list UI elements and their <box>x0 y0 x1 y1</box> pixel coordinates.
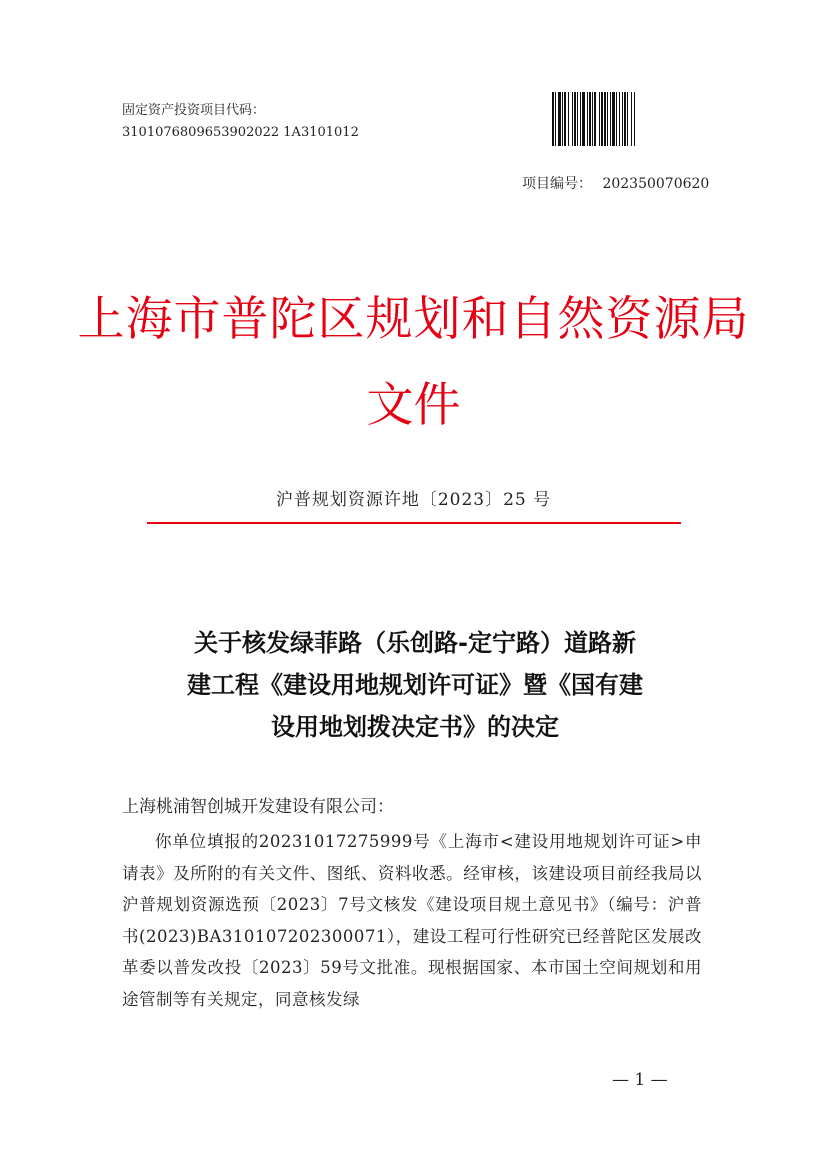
project-number <box>522 173 709 193</box>
fixed-asset-label: 固定资产投资项目代码： <box>122 103 266 118</box>
issuer-file-label: 文件 <box>366 378 461 433</box>
addressee: 上海桃浦智创城开发建设有限公司： <box>122 797 394 817</box>
subject-line-1: 关于核发绿菲路（乐创路-定宁路）道路新 <box>194 629 636 657</box>
barcode-icon <box>552 92 692 146</box>
body-paragraph: 你单位填报的20231017275999号《上海市<建设用地规划许可证>申请表》及所附的有关文件、图纸、资料收悉。经审核，该建设项目前经我局以沪普规划资源选预〔2023〕7号文核发《建设项目规土意见书》（编号：沪普书(2023)BA310107202300071），建设工程可行性研究已经普陀区发展改革委以普发改投〔2023〕59号文批准。现根据国家、本市国土空间规划和用途管制等有关规定，同意核发绿 <box>122 832 702 1009</box>
project-number-value: 202350070620 <box>602 176 710 192</box>
red-divider <box>147 522 681 524</box>
subject-line-3: 设用地划拨决定书》的决定 <box>271 713 559 741</box>
page-number: — 1 — <box>612 1070 668 1090</box>
project-number-label: 项目编号： <box>522 176 592 192</box>
subject-line-2: 建工程《建设用地规划许可证》暨《国有建 <box>187 671 643 699</box>
fixed-asset-code: 3101076809653902022 1A3101012 <box>122 125 359 140</box>
document-number: 沪普规划资源许地〔2023〕25 号 <box>275 490 552 510</box>
document-subject <box>120 622 710 748</box>
issuer-name: 上海市普陀区规划和自然资源局 <box>77 292 750 347</box>
